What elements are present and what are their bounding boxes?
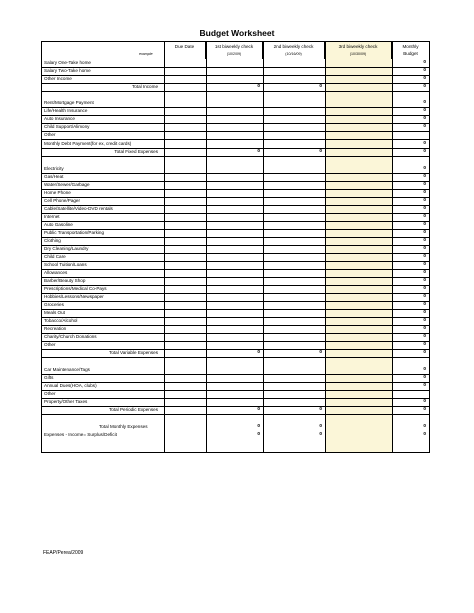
row-label: Barber/Beauty Shop <box>44 277 86 283</box>
row-label: Meals Out <box>44 309 65 315</box>
first-check-label: 1st biweekly check <box>214 44 254 49</box>
row-label: Total Monthly Expenses <box>99 423 148 429</box>
monthly-budget-value: 0 <box>423 245 426 251</box>
row-label: Hobbies/Lessons/Newspaper <box>44 293 104 299</box>
monthly-budget-value: 0 <box>423 148 426 154</box>
monthly-budget-value: 0 <box>423 382 426 388</box>
monthly-budget-value: 0 <box>423 107 426 113</box>
monthly-budget-value: 0 <box>423 333 426 339</box>
second-check-value: 0 <box>319 148 322 154</box>
first-check-value: 0 <box>257 423 260 429</box>
row-label: Home Phone <box>44 189 71 195</box>
budget-label: Budget <box>403 51 418 56</box>
monthly-budget-value: 0 <box>423 213 426 219</box>
row-label: Other Income <box>44 75 72 81</box>
total-row <box>42 349 429 358</box>
third-check-date: (10/30/09) <box>349 52 367 56</box>
row-label: Life/Health Insurance <box>44 107 88 113</box>
first-check-value: 0 <box>257 148 260 154</box>
row-label: Monthly Debt Payment(for ex, credit cards) <box>44 140 132 146</box>
monthly-budget-value: 0 <box>423 374 426 380</box>
row-label: Groceries <box>44 301 64 307</box>
second-check-date: (10/16/09) <box>285 52 302 56</box>
row-label: Dry Cleaning/Laundry <box>44 245 89 251</box>
monthly-budget-value: 0 <box>423 83 426 89</box>
row-label: Auto Gasoline <box>44 221 73 227</box>
row-label: Tobacco/Alcohol <box>44 317 78 323</box>
monthly-budget-value: 0 <box>423 269 426 275</box>
row-label: Other <box>44 341 56 347</box>
monthly-budget-value: 0 <box>423 285 426 291</box>
row-label: Child Support/Alimony <box>44 123 90 129</box>
first-check-value: 0 <box>257 406 260 412</box>
row-label: Public Transportation/Parking <box>44 229 105 235</box>
row-label: Internet <box>44 213 60 219</box>
row-label: Salary Two-Take home <box>44 67 91 73</box>
row-label: Total Income <box>131 83 158 89</box>
third-check-header <box>325 42 392 59</box>
page-title: Budget Worksheet <box>199 28 275 38</box>
total-row <box>42 148 429 157</box>
second-check-value: 0 <box>319 406 322 412</box>
row-label: Property/Other Taxes <box>44 398 88 404</box>
monthly-budget-value: 0 <box>423 423 426 429</box>
third-check-label: 3rd biweekly check <box>338 44 378 49</box>
table-row <box>42 431 429 439</box>
monthly-budget-value: 0 <box>423 140 426 146</box>
row-label: Total Variable Expenses <box>109 349 158 355</box>
monthly-budget-value: 0 <box>423 349 426 355</box>
monthly-budget-value: 0 <box>423 317 426 323</box>
footer-credit: FEAP/Perea/2009 <box>43 550 84 556</box>
row-label: Car Maintenance/Tags <box>44 366 90 372</box>
row-label: Rent/Mortgage Payment <box>44 99 94 105</box>
monthly-budget-value: 0 <box>423 99 426 105</box>
budget-table <box>41 41 430 453</box>
monthly-label: Monthly <box>402 44 419 49</box>
row-label: Electricity <box>44 165 64 171</box>
row-label: Auto Insurance <box>44 115 75 121</box>
row-label: Other <box>44 390 56 396</box>
row-label: Salary One-Take home <box>44 59 91 65</box>
monthly-budget-value: 0 <box>423 293 426 299</box>
monthly-budget-value: 0 <box>423 205 426 211</box>
row-label: Prescriptions/Medical Co-Pays <box>44 285 107 291</box>
monthly-budget-value: 0 <box>423 431 426 437</box>
monthly-budget-value: 0 <box>423 181 426 187</box>
first-check-date: (10/2/09) <box>226 52 242 56</box>
due-date-label: Due Date <box>174 44 195 49</box>
second-check-header <box>263 42 325 59</box>
monthly-budget-value: 0 <box>423 366 426 372</box>
monthly-budget-value: 0 <box>423 325 426 331</box>
total-row <box>42 83 429 92</box>
total-row <box>42 406 429 415</box>
first-check-header <box>206 42 263 59</box>
monthly-budget-value: 0 <box>423 59 426 65</box>
monthly-budget-value: 0 <box>423 237 426 243</box>
row-label: Charity/Church Donations <box>44 333 97 339</box>
monthly-budget-value: 0 <box>423 301 426 307</box>
table-row <box>42 131 429 140</box>
row-label: Cell Phone/Pager <box>44 197 81 203</box>
second-check-value: 0 <box>319 423 322 429</box>
row-label: Other <box>44 131 56 137</box>
row-label: Child Care <box>44 253 66 259</box>
monthly-budget-value: 0 <box>423 197 426 203</box>
monthly-budget-value: 0 <box>423 406 426 412</box>
first-check-value: 0 <box>257 83 260 89</box>
monthly-budget-value: 0 <box>423 229 426 235</box>
row-label: Total Fixed Expenses <box>114 148 158 154</box>
row-label: Gifts <box>44 374 54 380</box>
monthly-budget-value: 0 <box>423 277 426 283</box>
first-check-value: 0 <box>257 349 260 355</box>
monthly-budget-value: 0 <box>423 173 426 179</box>
second-check-value: 0 <box>319 83 322 89</box>
row-label: Gas/Heat <box>44 173 64 179</box>
monthly-budget-value: 0 <box>423 189 426 195</box>
total-row <box>42 423 429 431</box>
monthly-budget-value: 0 <box>423 75 426 81</box>
row-label: School Tuition/Loans <box>44 261 87 267</box>
row-label: Allowances <box>44 269 68 275</box>
monthly-budget-value: 0 <box>423 261 426 267</box>
row-label: Clothing <box>44 237 61 243</box>
monthly-budget-value: 0 <box>423 165 426 171</box>
monthly-budget-value: 0 <box>423 67 426 73</box>
second-check-label: 2nd biweekly check <box>273 44 314 49</box>
monthly-budget-value: 0 <box>423 221 426 227</box>
due-date-header <box>164 42 206 59</box>
row-label: Annual Dues(HOA, clubs) <box>44 382 97 388</box>
monthly-budget-value: 0 <box>423 123 426 129</box>
row-label: Total Periodic Expenses <box>108 406 158 412</box>
row-label: Cable/Satellite/Video-DVD rentals <box>44 205 113 211</box>
row-label: Expenses - Income= Surplus/Deficit <box>44 431 117 437</box>
monthly-budget-value: 0 <box>423 115 426 121</box>
second-check-value: 0 <box>319 349 322 355</box>
monthly-budget-header <box>392 42 429 59</box>
second-check-value: 0 <box>319 431 322 437</box>
example-label: example <box>139 52 153 56</box>
monthly-budget-value: 0 <box>423 398 426 404</box>
first-check-value: 0 <box>257 431 260 437</box>
monthly-budget-value: 0 <box>423 341 426 347</box>
row-label: Water/Sewer/Garbage <box>44 181 90 187</box>
monthly-budget-value: 0 <box>423 253 426 259</box>
monthly-budget-value: 0 <box>423 309 426 315</box>
row-label: Recreation <box>44 325 67 331</box>
